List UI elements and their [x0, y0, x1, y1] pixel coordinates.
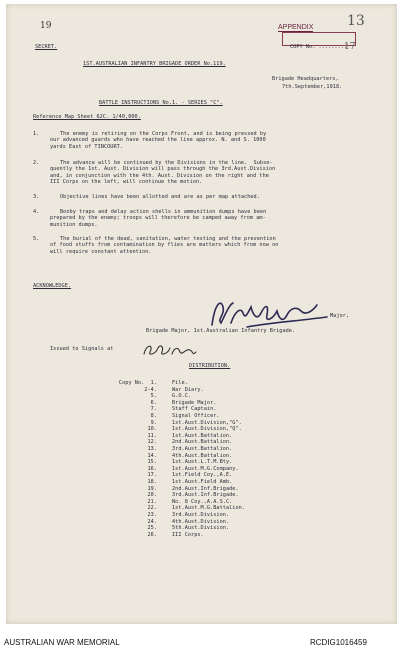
distribution-copy-number: 22. — [147, 505, 157, 512]
distribution-copy-number: 11. — [147, 432, 157, 439]
distribution-recipient: War Diary. — [172, 386, 204, 393]
appendix-label: APPENDIX — [278, 24, 314, 31]
distribution-recipient: 3rd.Aust.Battalion. — [172, 446, 233, 452]
distribution-recipient: No. 8 Coy.,A.A.S.C. — [172, 498, 233, 505]
distribution-copy-number: 24. — [147, 518, 157, 525]
distribution-copy-number: 16. — [147, 465, 157, 472]
distribution-copy-number: 19. — [147, 485, 157, 492]
distribution-recipient: G.O.C. — [172, 393, 192, 400]
paragraph-line: of food stuffs from contamination by flies are matters which from now on — [50, 242, 279, 249]
distribution-copy-number: 9. — [150, 419, 157, 426]
paragraph-number: 4. — [33, 209, 40, 215]
distribution-copy-number: 26. — [147, 531, 157, 538]
distribution-recipient: 1st.Aust.L.T.M.Bty. — [172, 459, 233, 466]
reference-map: Reference Map Sheet 62C. 1/40,000. — [33, 114, 141, 120]
distribution-copy-number: 15. — [147, 459, 157, 466]
distribution-copy-number: 10. — [147, 426, 157, 433]
distribution-recipient: 1st.Aust.Battalion. — [172, 432, 233, 439]
paragraph-line: yards East of TINCOURT. — [50, 143, 123, 150]
distribution-recipient: 1st.Aust.Division,"Q". — [172, 426, 242, 433]
paragraph-number: 1. — [33, 131, 40, 137]
distribution-copy-number: 21. — [147, 498, 157, 505]
distribution-recipient: Staff Captain. — [172, 406, 217, 413]
distribution-recipient: 1st.Aust.Field Amb. — [172, 479, 233, 485]
distribution-recipient: Signal Officer. — [172, 413, 220, 419]
paragraph-line: The burial of the dead, sanitation, water testing and the prevention — [60, 236, 276, 242]
order-title: 1ST.AUSTRALIAN INFANTRY BRIGADE ORDER No.119. — [83, 61, 226, 67]
handwritten-appendix-number: 13 — [347, 13, 365, 29]
distribution-recipient: Brigade Major. — [172, 399, 217, 406]
distribution-recipient: 1st.Aust.M.G.Battalion. — [172, 505, 245, 512]
footer-right: RCDIG1016459 — [310, 638, 367, 647]
distribution-recipient: 4th.Aust.Division. — [172, 518, 230, 525]
paragraph-number: 3. — [33, 194, 40, 200]
paragraph-line: munition dumps. — [50, 221, 98, 228]
distribution-copy-number: 17. — [147, 472, 157, 479]
battle-instructions-title: BATTLE INSTRUCTIONS No.1. - SERIES "C". — [99, 100, 223, 106]
distribution-recipient: III Corps. — [172, 531, 204, 538]
distribution-copy-number: 23. — [147, 512, 157, 518]
distribution-title: DISTRIBUTION. — [189, 363, 231, 369]
distribution-copy-number: 12. — [147, 439, 157, 446]
paragraph-number: 2. — [33, 160, 40, 166]
handwritten-copy-number: 17 — [344, 42, 356, 52]
signature-title: Brigade Major, 1st.Australian Infantry Brigade. — [146, 328, 296, 334]
paragraph-line: will require constant attention. — [50, 248, 152, 255]
paragraph-line: III Corps on the left, will continue the motion. — [50, 179, 203, 186]
distribution-recipient: 2nd.Aust.Battalion. — [172, 439, 233, 446]
distribution-recipient: 1st.Aust.M.G.Company. — [172, 465, 239, 472]
distribution-copy-number: 25. — [147, 525, 157, 532]
distribution-copy-number: 13. — [147, 446, 157, 452]
brigade-hq: Brigade Headquarters, — [272, 76, 339, 82]
distribution-copy-number: 8. — [150, 413, 157, 419]
paragraph-line: our advanced guards who have reached the line approx. N. and S. 1000 — [50, 137, 266, 144]
secret-marking: SECRET. — [35, 44, 58, 50]
distribution-copy-number: 6. — [150, 399, 157, 406]
distribution-copy-number: 7. — [150, 406, 157, 413]
distribution-recipient: 5th.Aust.Division. — [172, 525, 230, 532]
acknowledge: ACKNOWLEDGE. — [33, 283, 72, 289]
distribution-recipient: 2nd.Aust.Inf.Brigade. — [172, 485, 239, 492]
distribution-recipient: File. — [172, 380, 188, 386]
distribution-copy-number: 2-4. — [144, 386, 157, 393]
copy-number-field: COPY No. ......... — [290, 44, 348, 50]
distribution-copy-number: Copy No. 1. — [118, 380, 157, 386]
distribution-copy-number: 20. — [147, 492, 157, 499]
issued-label: Issued to Signals at — [50, 346, 114, 352]
paragraph-line: Booby traps and delay action shells in ammunition dumps have been — [60, 209, 267, 215]
distribution-copy-number: 14. — [147, 452, 157, 459]
paragraph-number: 5. — [33, 236, 40, 242]
order-date: 7th.September,1918. — [282, 84, 343, 90]
handwritten-issue-time — [140, 342, 200, 358]
page-number: 19 — [40, 21, 52, 31]
footer-left: AUSTRALIAN WAR MEMORIAL — [4, 638, 120, 647]
signature-image — [207, 293, 337, 333]
paragraph-line: quently the 1st. Aust. Division will pass through the 3rd.Aust.Division — [50, 166, 276, 173]
paragraph-line: and, in conjunction with the 4th. Aust. Division on the right and the — [50, 172, 269, 179]
paragraph-line: The advance will be continued by the Divisions in the line. Subse- — [60, 160, 273, 166]
signature-major: Major, — [330, 313, 350, 319]
distribution-recipient: 3rd.Aust.Inf.Brigade. — [172, 492, 239, 499]
paragraph-line: The enemy is retiring on the Corps Front, and is being pressed by — [60, 131, 267, 137]
paragraph-line: Objective lines have been allotted and are as per map attached. — [60, 194, 260, 200]
distribution-copy-number: 5. — [150, 393, 157, 400]
distribution-recipient: 1st.Aust.Division,"G". — [172, 419, 242, 426]
distribution-copy-number: 18. — [147, 479, 157, 485]
distribution-recipient: 1st.Field Coy.,A.E. — [172, 472, 233, 479]
paragraph-line: prepared by the enemy; troops will therefore be camped away from am- — [50, 215, 266, 222]
distribution-recipient: 3rd.Aust.Division. — [172, 512, 230, 518]
distribution-recipient: 4th.Aust.Battalion. — [172, 452, 233, 459]
